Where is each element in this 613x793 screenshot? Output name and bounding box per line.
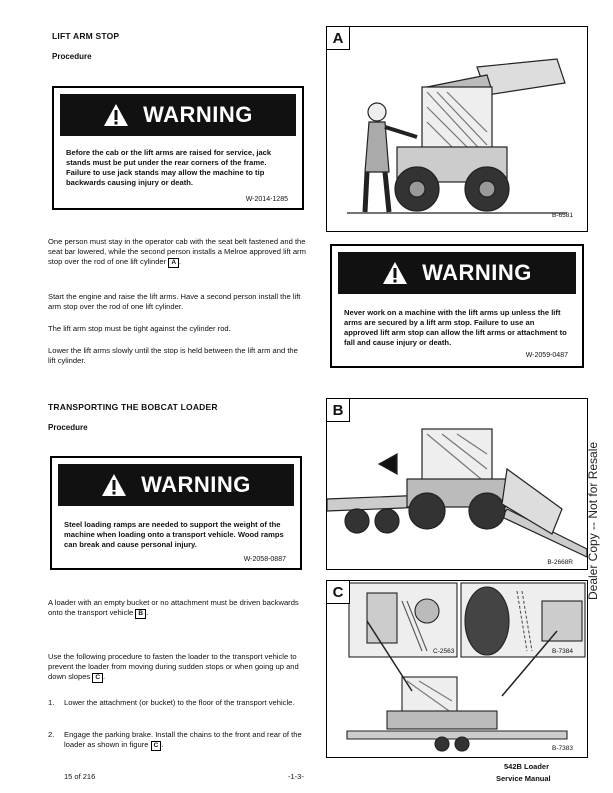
warning-code: W-2058-0887 (243, 556, 286, 563)
warning-banner (338, 252, 576, 294)
step-number: 2. (48, 730, 55, 739)
figure-code-2: B-7384 (552, 648, 573, 655)
figure-ref: B (135, 609, 146, 619)
paragraph-text: One person must stay in the operator cab with the seat belt fastened and the seat bar lowered, while the second person installs a Melroe approved lift arm stop over the rod of one lift cylinder (48, 237, 306, 266)
step-number: 1. (48, 698, 55, 707)
warning-box-jack-stands (52, 86, 304, 210)
figure-label: B (327, 399, 350, 422)
warning-triangle-icon (103, 103, 129, 127)
warning-text: Steel loading ramps are needed to support the weight of the machine when loading onto a transport vehicle. Wood ramps can break and cause personal injury. (64, 520, 284, 549)
procedure-heading: Procedure (52, 52, 92, 61)
warning-banner (60, 94, 296, 136)
loader-on-trailer-illustration (327, 399, 588, 570)
figure-ref: C (151, 741, 162, 751)
footer-manual: Service Manual (496, 774, 551, 783)
footer-page-count: 15 of 216 (64, 772, 96, 781)
paragraph-transport-1: A loader with an empty bucket or no attachment must be driven backwards onto the transport vehicle B . (48, 598, 299, 617)
paragraph-lift-arm-4: Lower the lift arms slowly until the stop is held between the lift arm and the lift cylinder. (48, 346, 298, 365)
step-text: Lower the attachment (or bucket) to the floor of the transport vehicle. (64, 698, 295, 707)
figure-code: B-2668R (547, 559, 573, 566)
paragraph-lift-arm-2: Start the engine and raise the lift arms. Have a second person install the lift arm stop over the rod of one lift cylinder. (48, 292, 301, 311)
section-title-transporting: TRANSPORTING THE BOBCAT LOADER (48, 402, 218, 412)
figure-a (326, 26, 588, 232)
warning-code: W-2059-0487 (525, 352, 568, 359)
loader-lift-arm-illustration (327, 27, 588, 232)
step-2: 2. Engage the parking brake. Install the chains to the front and rear of the loader as shown in figure C . (48, 730, 302, 749)
figure-c (326, 580, 588, 758)
figure-label: A (327, 27, 350, 50)
warning-triangle-icon (101, 473, 127, 497)
footer-page-number: -1-3- (288, 772, 304, 781)
warning-box-ramps (50, 456, 302, 570)
step-1 (48, 698, 306, 708)
warning-label: WARNING (141, 472, 251, 497)
side-watermark-text: Dealer Copy -- Not for Resale (586, 441, 600, 600)
paragraph-lift-arm-3: The lift arm stop must be tight against the cylinder rod. (48, 324, 231, 333)
figure-label: C (327, 581, 350, 604)
figure-code: B-6581 (552, 212, 573, 219)
paragraph-lift-arm-1: One person must stay in the operator cab with the seat belt fastened and the seat bar lowered, while the second person installs a Melroe approved lift arm stop over the rod of one lift cylinder A . (48, 237, 306, 266)
warning-banner (58, 464, 294, 506)
warning-text: Before the cab or the lift arms are raised for service, jack stands must be put under the rear corners of the frame. Failure to use jack stands may allow the machine to tip backwards causing injury or death. (66, 148, 272, 187)
figure-ref: C (92, 673, 103, 683)
figure-b (326, 398, 588, 570)
procedure-heading-2: Procedure (48, 423, 88, 432)
warning-label: WARNING (422, 260, 532, 285)
footer-model: 542B Loader (504, 762, 550, 771)
figure-code-3: B-7383 (552, 745, 573, 752)
section-title-lift-arm-stop: LIFT ARM STOP (52, 31, 120, 41)
figure-ref: A (168, 258, 179, 268)
warning-text: Never work on a machine with the lift arms up unless the lift arms are secured by a lift arm stop. Failure to use an approved lift arm stop can allow the lift arms or attachment to fall and cause injury or death. (344, 308, 567, 347)
warning-label: WARNING (143, 102, 253, 127)
warning-code: W-2014-1285 (245, 196, 288, 203)
figure-code-1: C-2563 (433, 648, 455, 655)
paragraph-text: A loader with an empty bucket or no attachment must be driven backwards onto the transport vehicle (48, 598, 299, 617)
warning-box-lift-arm-stop (330, 244, 584, 368)
chain-tie-down-illustration (327, 581, 588, 758)
step-text: Engage the parking brake. Install the chains to the front and rear of the loader as shown in figure (64, 730, 302, 749)
warning-triangle-icon (382, 261, 408, 285)
paragraph-text: Use the following procedure to fasten the loader to the transport vehicle to prevent the loader from moving during sudden stops or when going up and down slopes (48, 652, 299, 681)
paragraph-transport-2: Use the following procedure to fasten the loader to the transport vehicle to prevent the loader from moving during sudden stops or when going up and down slopes C . (48, 652, 299, 681)
